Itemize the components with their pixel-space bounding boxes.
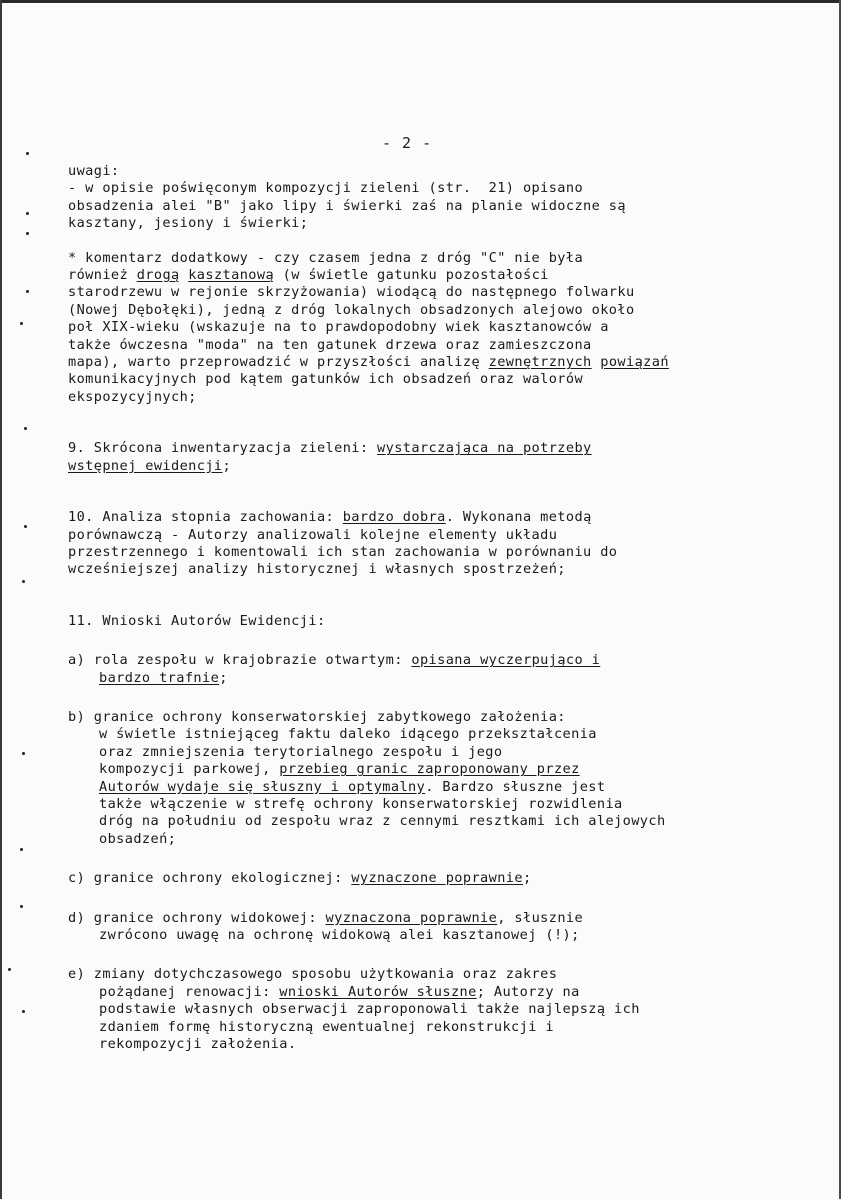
- section-10-line: przestrzennego i komentowali ich stan zachowania w porównaniu do: [68, 543, 618, 560]
- scan-border-top: [0, 0, 841, 3]
- item-b-line: dróg na południu od zespołu wraz z cennymi resztkami ich alejowych: [99, 813, 666, 830]
- item-b-line: obsadzeń;: [99, 830, 177, 847]
- scan-speck: [26, 232, 29, 235]
- item-e-line: rekompozycji założenia.: [99, 1036, 297, 1053]
- item-b-line: kompozycji parkowej, przebieg granic zaproponowany przez: [99, 761, 580, 778]
- scan-speck: [20, 848, 23, 851]
- section-11-title: 11. Wnioski Autorów Ewidencji:: [68, 612, 326, 629]
- item-b-line: w świetle istniejąceg faktu daleko idącego przekształcenia: [99, 726, 597, 743]
- comment-line: także ówczesna "moda" na ten gatunek drzewa oraz zamieszczona: [68, 336, 592, 353]
- scan-speck: [22, 752, 25, 755]
- item-d-line: zwrócono uwagę na ochronę widokową alei kasztanowej (!);: [99, 927, 580, 943]
- section-9-line: 9. Skrócona inwentaryzacja zieleni: wystarczająca na potrzeby: [68, 440, 592, 457]
- remarks-line: - w opisie poświęconym kompozycji zieleni (str. 21) opisano: [68, 180, 584, 197]
- item-e-line: podstawie własnych obserwacji zaproponowali także najlepszą ich: [99, 1001, 640, 1018]
- section-9-line: wstępnej ewidencji;: [68, 457, 232, 474]
- comment-line: mapa), warto przeprowadzić w przyszłości analizę zewnętrznych powiązań: [68, 354, 669, 371]
- document-body: [68, 163, 788, 1053]
- section-10-line: 10. Analiza stopnia zachowania: bardzo dobra. Wykonana metodą: [68, 509, 592, 526]
- scan-speck: [26, 152, 29, 155]
- scan-speck: [24, 427, 27, 430]
- scan-speck: [22, 580, 25, 583]
- comment-line: (Nowej Dębołęki), jedną z dróg lokalnych obsadzonych alejowo około: [68, 301, 635, 318]
- comment-line: poł XIX-wieku (wskazuje na to prawdopodobny wiek kasztanowców a: [68, 319, 609, 336]
- item-b-line: także włączenie w strefę ochrony konserwatorskiej rozwidlenia: [99, 795, 623, 812]
- scan-speck: [26, 212, 29, 215]
- item-a-line: a) rola zespołu w krajobrazie otwartym: opisana wyczerpująco i: [68, 652, 601, 669]
- item-a-line: bardzo trafnie;: [99, 669, 228, 686]
- item-c-line: c) granice ochrony ekologicznej: wyznaczone poprawnie;: [68, 870, 532, 887]
- item-e-line: zdaniem formę historyczną ewentualnej rekonstrukcji i: [99, 1018, 554, 1035]
- item-b-line: oraz zmniejszenia terytorialnego zespołu i jego: [99, 743, 503, 760]
- comment-line: również drogą kasztanową (w świetle gatunku pozostałości: [68, 267, 549, 284]
- remarks-line: kasztany, jesiony i świerki;: [68, 215, 309, 232]
- scan-speck: [22, 1010, 25, 1013]
- section-10-line: porównawczą - Autorzy analizowali kolejne elementy układu: [68, 526, 558, 543]
- scan-speck: [8, 968, 11, 971]
- scan-speck: [20, 322, 23, 325]
- scan-speck: [26, 290, 29, 293]
- scan-speck: [24, 525, 27, 528]
- remarks-line: obsadzenia alei "B" jako lipy i świerki zaś na planie widoczne są: [68, 197, 626, 214]
- comment-line: * komentarz dodatkowy - czy czasem jedna z dróg "C" nie była: [68, 249, 584, 266]
- scan-speck: [20, 905, 23, 908]
- item-e-line: e) zmiany dotychczasowego sposobu użytkowania oraz zakres: [68, 966, 558, 983]
- comment-line: ekspozycyjnych;: [68, 388, 197, 405]
- comment-line: starodrzewu w rejonie skrzyżowania) wiodącą do następnego folwarku: [68, 284, 635, 301]
- section-10-line: wcześniejszej analizy historycznej i własnych spostrzeżeń;: [68, 561, 566, 578]
- item-b-line: Autorów wydaje się słuszny i optymalny. Bardzo słuszne jest: [99, 778, 606, 795]
- remarks-heading: uwagi:: [68, 163, 120, 179]
- item-b-line: b) granice ochrony konserwatorskiej zabytkowego założenia:: [68, 708, 566, 725]
- item-d-line: d) granice ochrony widokowej: wyznaczona poprawnie, słusznie: [68, 909, 584, 926]
- page-number: - 2 -: [382, 134, 433, 152]
- item-e-line: pożądanej renowacji: wnioski Autorów słuszne; Autorzy na: [99, 983, 580, 1000]
- comment-line: komunikacyjnych pod kątem gatunków ich obsadzeń oraz walorów: [68, 371, 584, 388]
- scan-border-left: [0, 0, 2, 1199]
